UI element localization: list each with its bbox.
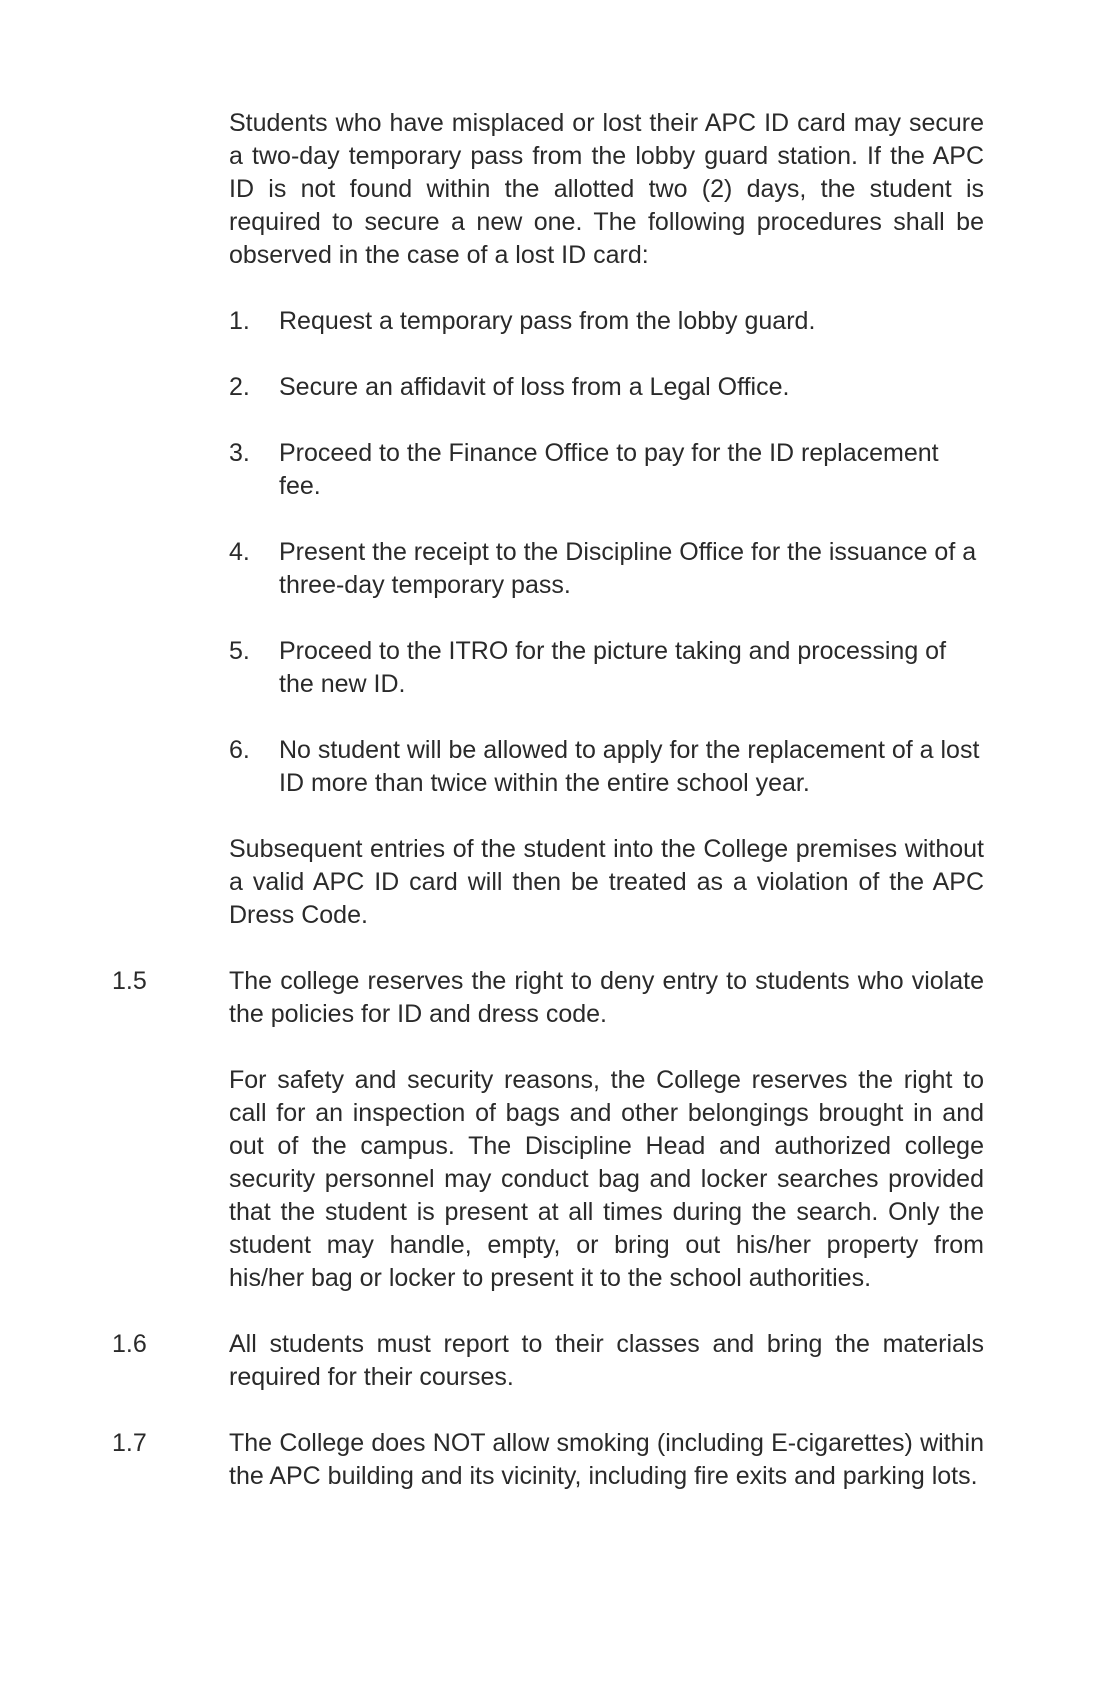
section-number: 1.6: [112, 1330, 147, 1358]
list-item-text: Proceed to the Finance Office to pay for the ID replacement fee.: [279, 439, 939, 500]
list-item: [229, 536, 984, 602]
list-item-number: 1.: [229, 307, 250, 335]
list-item: [229, 371, 984, 404]
section-1-7: [112, 1427, 984, 1493]
section-paragraph: All students must report to their classes and bring the materials required for their courses.: [229, 1330, 984, 1391]
list-item-text: Proceed to the ITRO for the picture taking and processing of the new ID.: [279, 637, 947, 698]
list-item: [229, 305, 984, 338]
section-1-5: [112, 965, 984, 1295]
list-item-text: Request a temporary pass from the lobby guard.: [279, 307, 816, 335]
list-item-number: 2.: [229, 373, 250, 401]
section-paragraph: The college reserves the right to deny entry to students who violate the policies for ID and dress code.: [229, 967, 984, 1028]
list-item-text: Present the receipt to the Discipline Office for the issuance of a three-day temporary pass.: [279, 538, 977, 599]
list-item-text: Secure an affidavit of loss from a Legal Office.: [279, 373, 790, 401]
list-item: [229, 734, 984, 800]
list-item-number: 5.: [229, 637, 250, 665]
subsequent-entries-paragraph: Subsequent entries of the student into the College premises without a valid APC ID card will then be treated as a violation of the APC Dress Code.: [229, 835, 984, 929]
list-item: [229, 635, 984, 701]
lost-id-procedure-list: [229, 305, 984, 800]
list-item-number: 4.: [229, 538, 250, 566]
list-item-text: No student will be allowed to apply for the replacement of a lost ID more than twice within the entire school year.: [279, 736, 980, 797]
section-1-6: [112, 1328, 984, 1394]
list-item: [229, 437, 984, 503]
section-number: 1.5: [112, 967, 147, 995]
section-paragraph: For safety and security reasons, the College reserves the right to call for an inspection of bags and other belongings brought in and out of the campus. The Discipline Head and authorized college security personnel may conduct bag and locker searches provided that the student is present at all times during the search. Only the student may handle, empty, or bring out his/her property from his/her bag or locker to present it to the school authorities.: [229, 1066, 984, 1292]
list-item-number: 6.: [229, 736, 250, 764]
intro-paragraph: Students who have misplaced or lost their APC ID card may secure a two-day temporary pass from the lobby guard station. If the APC ID is not found within the allotted two (2) days, the student is required to secure a new one. The following procedures shall be observed in the case of a lost ID card:: [229, 109, 984, 269]
section-paragraph: The College does NOT allow smoking (including E-cigarettes) within the APC building and its vicinity, including fire exits and parking lots.: [229, 1429, 984, 1490]
page-content: [112, 107, 984, 1526]
list-item-number: 3.: [229, 439, 250, 467]
section-number: 1.7: [112, 1429, 147, 1457]
